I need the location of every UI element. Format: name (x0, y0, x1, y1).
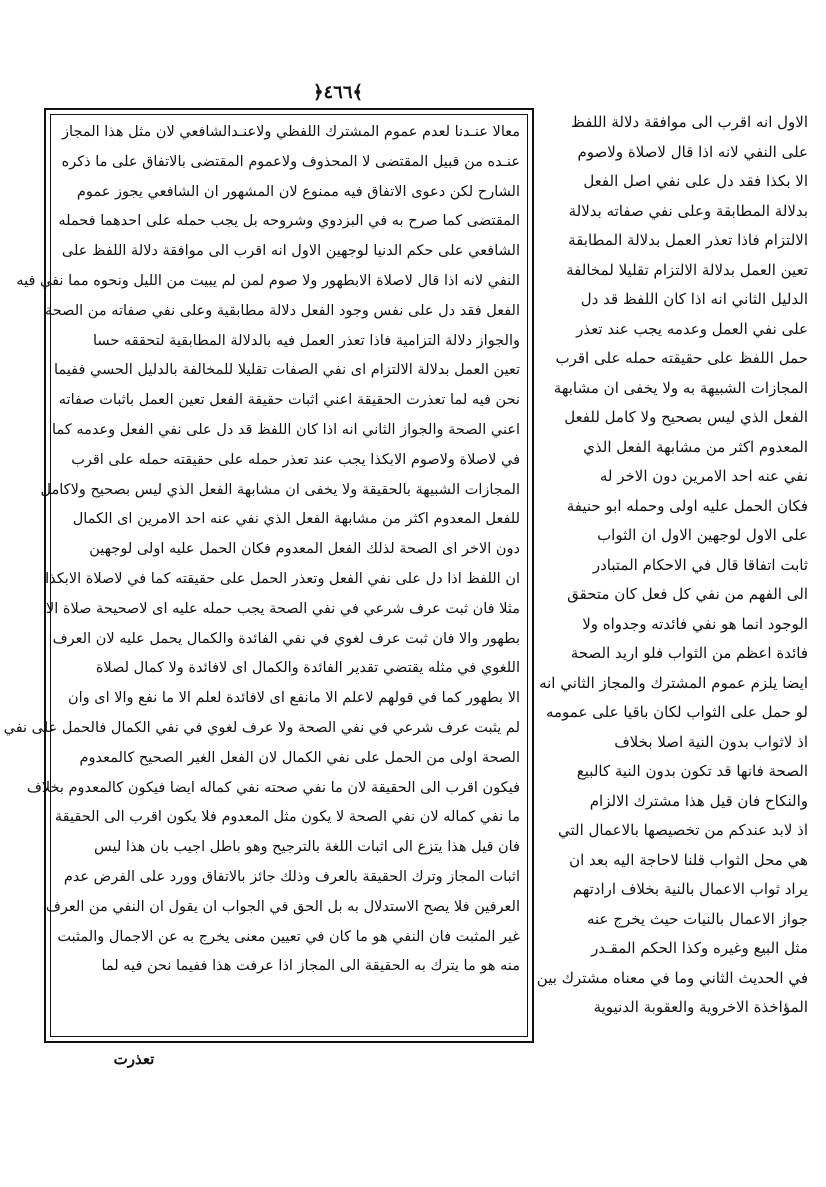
page-number: ﴿٤٦٦﴾ (312, 82, 364, 103)
margin-text-line: حمل اللفظ على حقيقته حمله على اقرب (555, 349, 808, 367)
margin-text-line: المجازات الشبيهة به ولا يخفى ان مشابهة (553, 378, 808, 397)
margin-text-line: لو حمل على الثواب لكان باقيا على عمومه (545, 703, 808, 721)
main-text-line: للفعل المعدوم اكثر من مشابهة الفعل الذي نفي عنه احد الامرين اى الكمال (72, 511, 520, 528)
margin-text-line: الوجود انما هو نفي فائدته وجدواه ولا (582, 614, 808, 633)
catchword: تعذرت (113, 1050, 155, 1068)
margin-text-line: بدلالة المطابقة وعلى نفي صفاته بدلالة (568, 201, 808, 220)
margin-text-line: اذ لاثواب بدون النية اصلا بخلاف (614, 732, 808, 751)
main-text-line: ان اللفظ اذا دل على نفي الفعل وتعذر الحمل على حقيقته كما في لاصلاة الابكذا (45, 570, 520, 587)
main-text-line: النفي لانه اذا قال لاصلاة الابطهور ولا صوم لمن لم يبيت من الليل ونحوه مما نفي فيه (16, 272, 520, 289)
margin-text-line: على نفي العمل وعدمه يجب عند تعذر (576, 319, 808, 338)
main-text-line: اعني الصحة والجواز الثاني انه اذا كان اللفظ قد دل على نفي الفعل وعدمه كما (52, 421, 520, 438)
margin-text-line: ايضا يلزم عموم المشترك والمجاز الثاني انه (539, 673, 808, 692)
main-text-line: المقتضى كما صرح به في البزدوي وشروحه بل يجب حمله على احدهما فحمله (58, 213, 520, 230)
margin-text-line: ثابت اتفاقا قال في الاحكام المتبادر (592, 555, 808, 574)
margin-text-line: الدليل الثاني انه اذا كان اللفظ قد دل (580, 290, 808, 308)
margin-text-line: هي محل الثواب قلنا لاحاجة اليه بعد ان (569, 850, 808, 869)
main-text-line: في لاصلاة ولاصوم الابكذا يجب عند تعذر حمله على حقيقته حمله على اقرب (71, 451, 520, 468)
margin-text-line: الا بكذا فقد دل على نفي اصل الفعل (583, 172, 808, 190)
main-text-line: فيكون اقرب الى الحقيقة لان ما نفي صحته نفي كماله ايضا فيكون كالمعدوم بخلاف (26, 779, 520, 796)
main-text (3, 118, 520, 1023)
main-text-line: المجازات الشبيهة بالحقيقة ولا يخفى ان مشابهة الفعل الذي ليس بصحيح ولاكامل (40, 481, 520, 498)
margin-commentary (536, 108, 808, 1028)
margin-text-line: الالتزام فاذا تعذر العمل بدلالة المطابقة (568, 231, 808, 249)
main-text-line: بطهور والا فان ثبت عرف لغوي في نفي الفائدة والكمال يحمل عليه لان العرف (52, 630, 520, 647)
margin-text-line: فكان الحمل عليه اولى وحمله ابو حنيفة (566, 496, 808, 515)
main-text-line: فان قيل هذا يتزع الى اثبات اللغة بالترجيح وهو باطل اجيب بان هذا ليس (94, 839, 520, 856)
margin-text-line: المعدوم اكثر من مشابهة الفعل الذي (583, 437, 808, 456)
main-text-line: الشارح لكن دعوى الاتفاق فيه ممنوع لان المشهور ان الشافعي يجوز عموم (76, 183, 520, 200)
margin-text-line: الفعل الذي ليس بصحيح ولا كامل للفعل (564, 408, 808, 426)
margin-text-line: جواز الاعمال بالنيات حيث يخرج عنه (586, 909, 808, 928)
margin-text-line: تعين العمل بدلالة الالتزام تقليلا لمخالفة (566, 260, 808, 279)
main-text-line: دون الاخر اى الصحة لذلك الفعل المعدوم فكان الحمل عليه اولى لوجهين (89, 541, 520, 558)
main-text-line: العرفين فلا يصح الاستدلال به بل الحق في الجواب ان يقول ان النفي من العرف (45, 898, 520, 915)
margin-text-line: اذ لابد عندكم من تخصيصها بالاعمال التي (557, 821, 808, 839)
main-text-line: اللغوي في مثله يقتضي تقدير الفائدة والكمال اى لافائدة ولا كمال لصلاة (95, 660, 520, 677)
margin-text-line: الى الفهم من نفي كل فعل كان متحقق (567, 585, 808, 603)
margin-text-line: الصحة فانها قد تكون بدون النية كالبيع (576, 762, 808, 780)
main-text-line: مثلا فان ثبت عرف شرعي في نفي الصحة يجب حمله عليه اى لاصحيحة صلاة الا (45, 600, 520, 617)
main-text-line: تعين العمل بدلالة الالتزام اى نفي الصفات تقليلا للمخالفة بالدليل الحسي ففيما (53, 362, 520, 379)
main-text-line: معالا عنـدنا لعدم عموم المشترك اللفظي ولاعنـدالشافعي لان مثل هذا المجاز (62, 124, 520, 140)
main-text-line: الشافعي على حكم الدنيا لوجهين الاول انه اقرب الى موافقة دلالة اللفظ على (61, 243, 520, 260)
main-text-line: عنـده من قبيل المقتضى لا المحذوف ولاعموم المقتضى بالاتفاق على ما ذكره (61, 153, 520, 170)
main-text-line: ما نفي كماله لان نفي الصحة لا يكون مثل المعدوم فلا يكون اقرب الى الحقيقة (54, 809, 520, 826)
margin-text-line: والنكاح فان قيل هذا مشترك الالزام (589, 791, 808, 810)
main-text-line: نحن فيه لما تعذرت الحقيقة اعني اثبات حقيقة الفعل تعين العمل باثبات صفاته (58, 392, 520, 409)
main-text-line: الفعل فقد دل على نفس وجود الفعل دلالة مطابقية وعلى نفي صفاته من الصحة (45, 302, 520, 319)
margin-text-line: مثل البيع وغيره وكذا الحكم المقـدر (591, 939, 808, 957)
main-text-line: غير المثبت فان النفي هو ما كان في تعيين معنى يخرج به عن الاجمال والمثبت (57, 928, 520, 945)
margin-text-line: يراد ثواب الاعمال بالنية بخلاف ارادتهم (572, 880, 808, 898)
margin-text-line: المؤاخذة الاخروية والعقوبة الدنيوية (593, 998, 808, 1016)
main-text-line: منه هو ما يترك به الحقيقة الى المجاز اذا عرفت هذا ففيما نحن فيه لما (101, 958, 520, 975)
margin-text-line: نفي عنه احد الامرين دون الاخر له (599, 467, 808, 485)
main-text-line: الصحة اولى من الحمل على نفي الكمال لان الفعل الغير الصحيح كالمعدوم (79, 749, 520, 766)
main-text-line: والجواز دلالة التزامية فاذا تعذر العمل فيه بالدلالة المطابقية لتحققه حسا (93, 332, 520, 349)
main-text-line: الا بطهور كما في قولهم لاعلم الا مانفع اى لافائدة لعلم الا ما نفع والا اى وان (67, 690, 520, 707)
margin-text-line: على الاول لوجهين الاول ان الثواب (597, 526, 808, 544)
margin-text-line: في الحديث الثاني وما في معناه مشترك بين (536, 968, 808, 987)
main-text-line: اثبات المجاز وترك الحقيقة بالعرف وذلك جائز بالاتفاق وورد على الفرض عدم (63, 868, 520, 885)
margin-text-line: الاول انه اقرب الى موافقة دلالة اللفظ (571, 113, 808, 131)
main-text-line: لم يثبت عرف شرعي في نفي الصحة ولا عرف لغوي في نفي الكمال فالحمل على نفي (3, 719, 520, 736)
margin-text-line: فائدة اعظم من الثواب فلو اريد الصحة (570, 644, 808, 662)
margin-text-line: على النفي لانه اذا قال لاصلاة ولاصوم (577, 142, 808, 161)
